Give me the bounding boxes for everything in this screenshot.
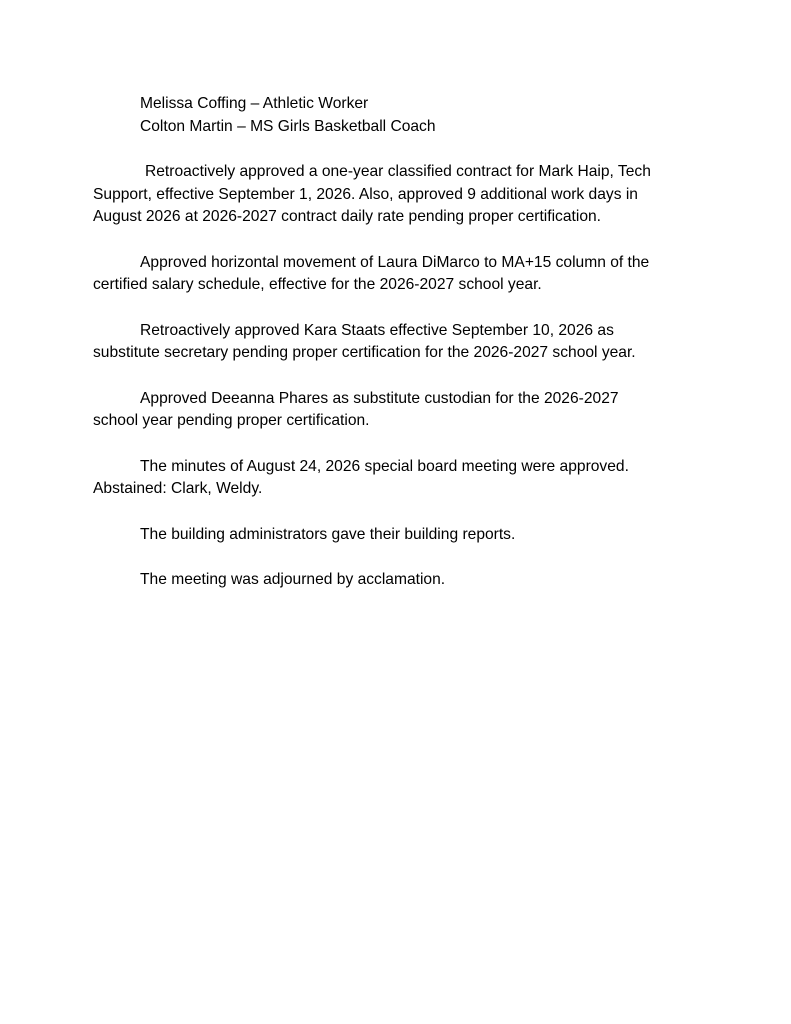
paragraph-adjournment: [93, 569, 703, 592]
paragraph-phares-custodian: [93, 388, 703, 433]
spacer: [93, 433, 703, 456]
paragraph-line: The meeting was adjourned by acclamation.: [140, 571, 446, 588]
paragraph-building-reports: [93, 524, 703, 547]
paragraph-minutes-approval: [93, 456, 703, 501]
paragraph-line: Support, effective September 1, 2026. Also, approved 9 additional work days in: [93, 185, 638, 203]
spacer: [93, 138, 703, 161]
document-body: [93, 93, 703, 592]
spacer: [93, 229, 703, 252]
staff-list-item: Colton Martin – MS Girls Basketball Coach: [140, 117, 436, 135]
paragraph-line: The minutes of August 24, 2026 special board meeting were approved.: [140, 457, 629, 475]
paragraph-line: Abstained: Clark, Weldy.: [93, 480, 263, 497]
paragraph-line: certified salary schedule, effective for the 2026-2027 school year.: [93, 276, 542, 293]
staff-list-item: Melissa Coffing – Athletic Worker: [140, 95, 369, 112]
paragraph-staats-substitute: [93, 320, 703, 365]
spacer: [93, 297, 703, 320]
paragraph-line: The building administrators gave their building reports.: [140, 525, 516, 543]
spacer: [93, 546, 703, 569]
paragraph-line: Retroactively approved a one-year classified contract for Mark Haip, Tech: [145, 163, 651, 180]
paragraph-haip-contract: [93, 161, 703, 229]
paragraph-line: August 2026 at 2026-2027 contract daily rate pending proper certification.: [93, 208, 601, 225]
paragraph-line: Retroactively approved Kara Staats effective September 10, 2026 as: [140, 321, 614, 339]
paragraph-line: substitute secretary pending proper certification for the 2026-2027 school year.: [93, 344, 636, 361]
spacer: [93, 501, 703, 524]
staff-list: [93, 93, 703, 138]
paragraph-line: school year pending proper certification.: [93, 412, 370, 429]
spacer: [93, 365, 703, 388]
paragraph-dimarco-movement: [93, 252, 703, 297]
paragraph-line: Approved horizontal movement of Laura DiMarco to MA+15 column of the: [140, 253, 650, 271]
paragraph-line: Approved Deeanna Phares as substitute custodian for the 2026-2027: [140, 389, 619, 407]
